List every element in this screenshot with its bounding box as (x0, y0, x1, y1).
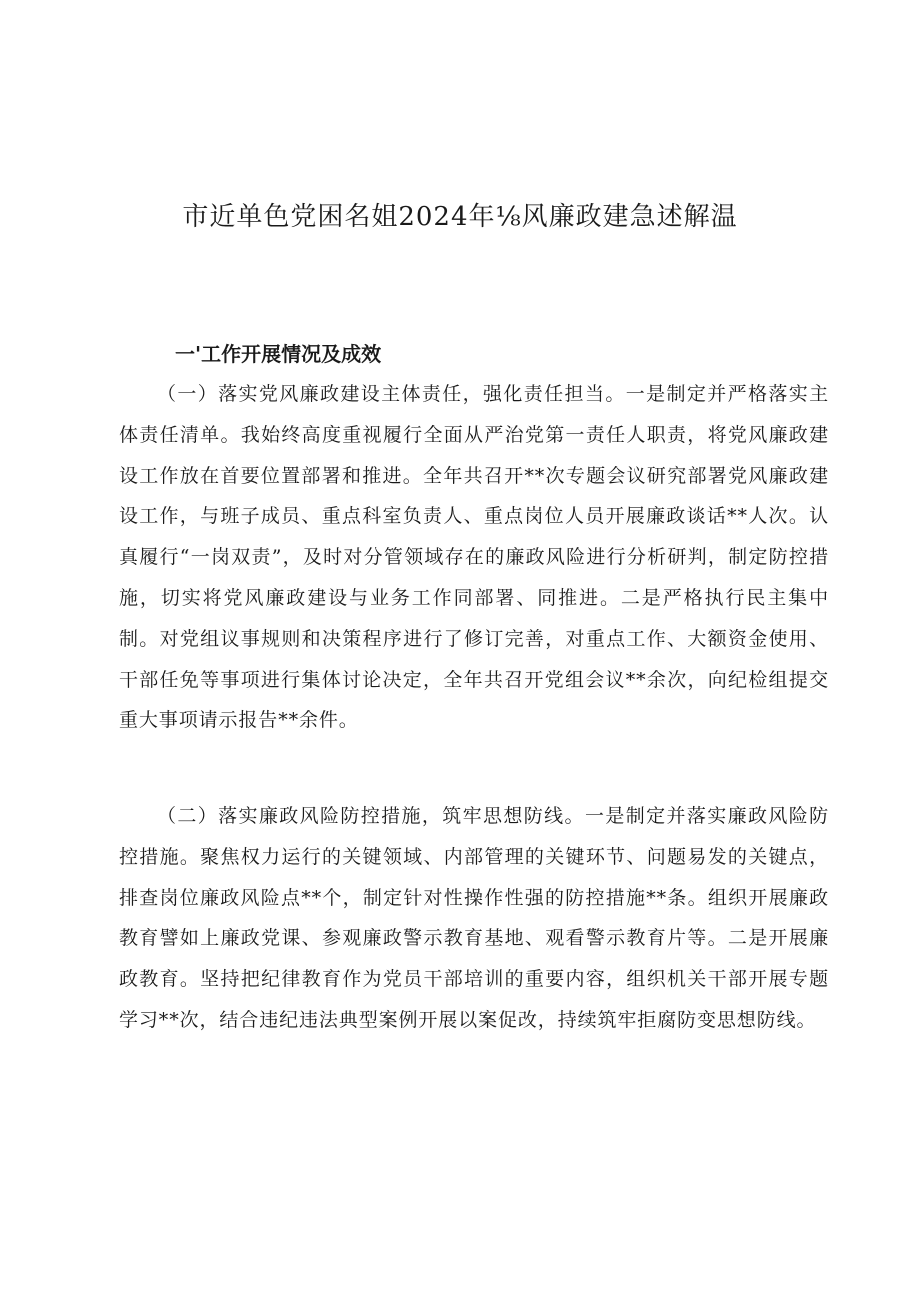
body-paragraph-2: （二）落实廉政风险防控措施，筑牢思想防线。一是制定并落实廉政风险防控措施。聚焦权力运行的关键领域、内部管理的关键环节、问题易发的关键点，排查岗位廉政风险点**个，制定针对性操作性强的防控措施**条。组织开展廉政教育譬如上廉政党课、参观廉政警示教育基地、观看警示教育片等。二是开展廉政教育。坚持把纪律教育作为党员干部培训的重要内容，组织机关干部开展专题学习**次，结合违纪违法典型案例开展以案促改，持续筑牢拒腐防变思想防线。 (119, 805, 829, 1031)
section-heading: 一'工作开展情况及成效 (175, 342, 382, 366)
document-title: 市近单色党困名姐2024年⅛风廉政建急述解温 (182, 202, 738, 232)
body-paragraph-1: （一）落实党风廉政建设主体责任，强化责任担当。一是制定并严格落实主体责任清单。我始终高度重视履行全面从严治党第一责任人职责，将党风廉政建设工作放在首要位置部署和推进。全年共召开**次专题会议研究部署党风廉政建设工作，与班子成员、重点科室负责人、重点岗位人员开展廉政谈话**人次。认真履行“一岗双责”，及时对分管领域存在的廉政风险进行分析研判，制定防控措施，切实将党风廉政建设与业务工作同部署、同推进。二是严格执行民主集中制。对党组议事规则和决策程序进行了修订完善，对重点工作、大额资金使用、干部任免等事项进行集体讨论决定，全年共召开党组会议**余次，向纪检组提交重大事项请示报告**余件。 (119, 383, 829, 732)
